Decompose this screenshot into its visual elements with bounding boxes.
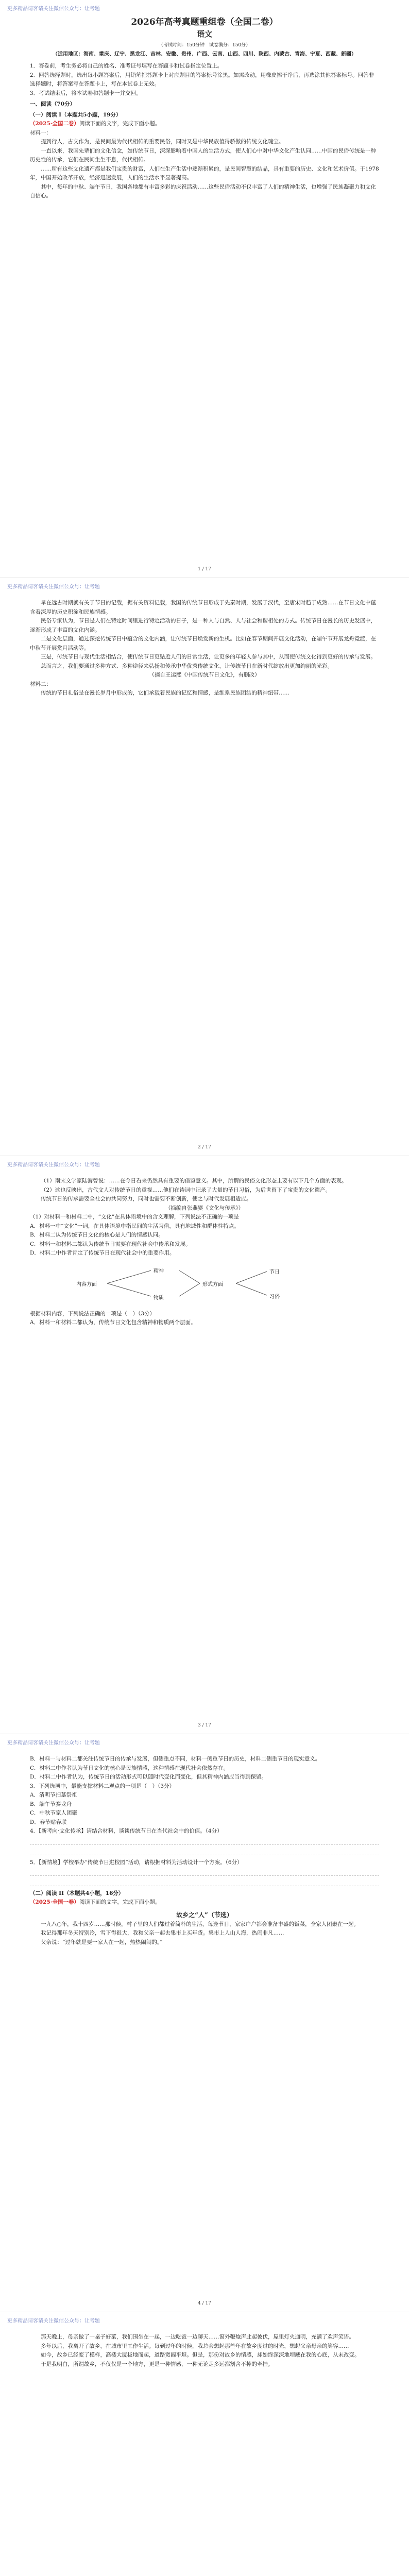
paragraph: 三是，传统节日与现代生活相结合，使传统节日更贴近人们的日常生活，让更多的年轻人参与其中，从而使传统文化得到更好的传承与发展。 xyxy=(41,654,376,660)
page-2 xyxy=(0,578,409,1156)
page-number: 2 / 17 xyxy=(198,1145,211,1150)
paragraph: 如今，故乡已经变了模样，高楼大厦拔地而起，道路宽阔平坦。但是，那份对故乡的情感，却始终深深地埋藏在我的心底，从未改变。 xyxy=(41,2352,360,2358)
paper-subject: 语文 xyxy=(196,29,212,39)
paragraph: 其中，每年的中秋、端午节日，我国各地都有丰富多彩的庆祝活动……这些民俗活动不仅丰富了人们的精神生活，也增强了民族凝聚力和文化自信心。 xyxy=(30,183,376,199)
paragraph: 二是文化层面，通过深挖传统节日中蕴含的文化内涵，让传统节日焕发新的生机。比如在春节期间开展文化活动，在端午节开展龙舟竞渡，在中秋节开展赏月活动等。 xyxy=(30,636,376,651)
page-banner: 更多精品请客请关注微信公众号：让考题 xyxy=(7,1740,100,1746)
answer-choice: B．端午节赛龙舟 xyxy=(30,1801,72,1807)
subsection-heading: （一）阅读 I（本题共5小题，19分） xyxy=(30,112,122,118)
paper-title: 2026年高考真题重组卷（全国二卷） xyxy=(131,17,278,27)
paragraph: 提到行人，古文作为，是民间最为代代相传的重要民俗，同时又是中华民族值得骄傲的传统文化瑰宝。 xyxy=(41,139,284,145)
paragraph: 民俗专家认为，节日是人们在特定时间里进行特定活动的日子，是一种人与自然、人与社会和谐相处的方式。传统节日在漫长的历史发展中，逐渐形成了丰富的文化内涵。 xyxy=(30,618,376,633)
source-tag: （2025·全国二卷） xyxy=(30,121,79,127)
paragraph: 我记得那年冬天特别冷，雪下得很大，我和父亲一起去集市上买年货。集市上人山人海，热闹非凡…… xyxy=(41,1930,284,1936)
page-1 xyxy=(0,0,409,578)
question-stem: 根据材料内容，下列说法正确的一项是（ ）（3分） xyxy=(30,1310,155,1317)
paragraph: 那天晚上，母亲做了一桌子好菜，我们围坐在一起，一边吃饭一边聊天……窗外鞭炮声此起彼伏，屋里灯火通明，充满了欢声笑语。 xyxy=(41,2334,354,2340)
paragraph: ……所有这些文化遗产都是我们宝贵的财富，人们在生产生活中逐渐积累的，是民间智慧的结晶，具有重要的历史、文化和艺术价值。于1978年，中国开始改革开放，经济迅速发展，人们的生活水平显著提高。 xyxy=(30,165,379,181)
subsection-heading: （二）阅读 II（本题共4小题，16分） xyxy=(30,1890,124,1896)
paragraph: 早在远古时期就有关于节日的记载，据有关资料记载，我国的传统节日形成于先秦时期，发展于汉代，至唐宋时趋于成熟……在节日文化中蕴含着深厚的历史积淀和民族情感。 xyxy=(30,600,376,615)
answer-choice: B．材料二认为传统节日文化的核心是人们的情感认同。 xyxy=(30,1232,164,1238)
diagram-node: 内容方面 xyxy=(76,1281,97,1287)
paragraph: 传统节日的传承需要全社会的共同努力，同时也需要不断创新，使之与时代发展相适应。 xyxy=(41,1196,252,1202)
answer-choice: A．材料一中“文化”一词，在具体语境中指民间的生活习俗，具有地域性和群体性特点。 xyxy=(30,1223,240,1229)
passage-title: 故乡之“人”（节选） xyxy=(176,1911,233,1919)
section-heading: 一、阅读（70分） xyxy=(30,101,76,107)
answer-choice: C．中秋节家人团聚 xyxy=(30,1810,78,1816)
paragraph: 传统的节日礼俗是在漫长岁月中形成的，它们承载着民族的记忆和情感，是维系民族团结的精神纽带…… xyxy=(41,690,289,696)
source-tag: （2025·全国一卷） xyxy=(30,1899,79,1905)
notices xyxy=(30,62,379,98)
answer-lines[interactable] xyxy=(30,1838,379,1855)
diagram-node: 精神 xyxy=(154,1268,164,1274)
paragraph: 一九八○年，我十四岁……那时候，村子里的人们都过着简朴的生活，每逢节日，家家户户都会准备丰盛的饭菜，全家人团聚在一起。 xyxy=(41,1921,360,1927)
page-3 xyxy=(0,1156,409,1734)
applicable-regions: （适用地区：海南、重庆、辽宁、黑龙江、吉林、安徽、贵州、广西、云南、山西、四川、陕西、内蒙古、青海、宁夏、西藏、新疆） xyxy=(53,52,356,57)
paragraph: （2）这也反映出，古代文人对传统节日的重视……他们在诗词中记录了大量的节日习俗，为后世留下了宝贵的文化遗产。 xyxy=(41,1187,331,1193)
instruction: 阅读下面的文字，完成下面小题。 xyxy=(79,1899,161,1905)
page-number: 1 / 17 xyxy=(198,567,211,572)
page-5 xyxy=(0,2312,409,2576)
material-label: 材料二： xyxy=(30,681,52,687)
source-note: （摘编自张燕婴《文化与传承》） xyxy=(165,1205,244,1211)
question-stem: 3．下列选项中，最能支撑材料二观点的一项是（ ）（3分） xyxy=(30,1783,175,1789)
question-stem: （1）对材料一和材料二中，“文化”在具体语境中的含义理解，下列说法不正确的一项是 xyxy=(30,1214,239,1220)
source-note: （摘自王运熙《中国传统节日文化》，有删改） xyxy=(149,672,260,678)
answer-choice: D．春节贴春联 xyxy=(30,1819,67,1825)
page-4 xyxy=(0,1734,409,2312)
paragraph: （1）南宋文学家陆游曾说：……在今日看来仍然具有重要的借鉴意义。其中，所谓的民俗文化形态主要有以下几个方面的表现。 xyxy=(41,1178,347,1184)
diagram-node: 习俗 xyxy=(269,1294,280,1300)
answer-choice: D．材料二中作者认为，传统节日的活动形式可以随时代变化而变化，但其精神内涵应当得到保留。 xyxy=(30,1774,267,1780)
question-stem: 5．【新情境】学校举办“传统节日进校园”活动，请根据材料为活动设计一个方案。（6分） xyxy=(30,1859,243,1866)
answer-choice: C．材料二中作者认为节日文化的核心是民族情感，这种情感在现代社会依然存在。 xyxy=(30,1765,229,1771)
instruction: 阅读下面的文字，完成下面小题。 xyxy=(79,121,161,127)
paragraph: 多年以后，我离开了故乡，在城市里工作生活。每到过年的时候，我总会想起那些年在故乡度过的时光，想起父亲母亲的笑容…… xyxy=(41,2343,349,2349)
answer-choice: A．材料一和材料二都认为，传统节日文化包含精神和物质两个层面。 xyxy=(30,1319,196,1326)
notice-item: 1．答卷前，考生务必将自己的姓名、准考证号填写在答题卡和试卷指定位置上。 xyxy=(30,63,223,69)
answer-choice: D．材料二中作者肯定了传统节日在现代社会中的重要作用。 xyxy=(30,1250,175,1256)
answer-lines[interactable] xyxy=(30,1869,379,1886)
page-number: 3 / 17 xyxy=(198,1723,211,1728)
question-stem: 4．【新考向·文化传承】请结合材料，谈谈传统节日在当代社会中的价值。（4分） xyxy=(30,1828,223,1834)
material-label: 材料一： xyxy=(30,129,52,136)
diagram-node: 形式方面 xyxy=(202,1281,223,1287)
page-number: 4 / 17 xyxy=(198,2301,211,2306)
diagram-node: 节日 xyxy=(269,1269,280,1275)
exam-meta: （考试时间：150分钟 试卷满分：150分） xyxy=(158,43,251,48)
notice-item: 2．回答选择题时，选出每小题答案后，用铅笔把答题卡上对应题目的答案标号涂黑。如需改动，用橡皮擦干净后，再选涂其他答案标号。回答非选择题时，将答案写在答题卡上，写在本试卷上无效。 xyxy=(30,72,374,87)
paragraph: 于是我明白，所谓故乡，不仅仅是一个地方，更是一种情感，一种无论走多远都割舍不掉的牵挂。 xyxy=(41,2361,274,2367)
page-banner: 更多精品请客请关注微信公众号：让考题 xyxy=(7,1162,100,1168)
paragraph: 一直以来，我国先辈们的文化信念，如传统节日，深深影响着中国人的生活方式，使人们心中对中华文化产生认同……中国的民俗传统是一种历史性的传承，它们在民间生生不息，代代相传。 xyxy=(30,147,376,163)
notice-item: 3．考试结束后，将本试卷和答题卡一并交回。 xyxy=(30,90,142,96)
diagram-node: 物质 xyxy=(154,1295,164,1301)
page-banner: 更多精品请客请关注微信公众号：让考题 xyxy=(7,6,100,12)
answer-choice: A．清明节扫墓祭祖 xyxy=(30,1792,77,1798)
paragraph: 父亲说：“过年就是要一家人在一起，热热闹闹的。” xyxy=(41,1939,163,1945)
page-banner: 更多精品请客请关注微信公众号：让考题 xyxy=(7,2318,100,2324)
answer-choice: B．材料一与材料二都关注传统节日的传承与发展，但侧重点不同，材料一侧重节日的历史，材料二侧重节日的现实意义。 xyxy=(30,1756,321,1762)
answer-choice: C．材料一和材料二都认为传统节日需要在现代社会中传承和发展。 xyxy=(30,1241,191,1247)
paragraph: 总而言之，我们要通过多种方式、多种途径来弘扬和传承中华优秀传统文化，让传统节日在新时代绽放出更加绚丽的光彩。 xyxy=(41,663,333,669)
concept-diagram xyxy=(30,1261,379,1306)
page-banner: 更多精品请客请关注微信公众号：让考题 xyxy=(7,584,100,590)
